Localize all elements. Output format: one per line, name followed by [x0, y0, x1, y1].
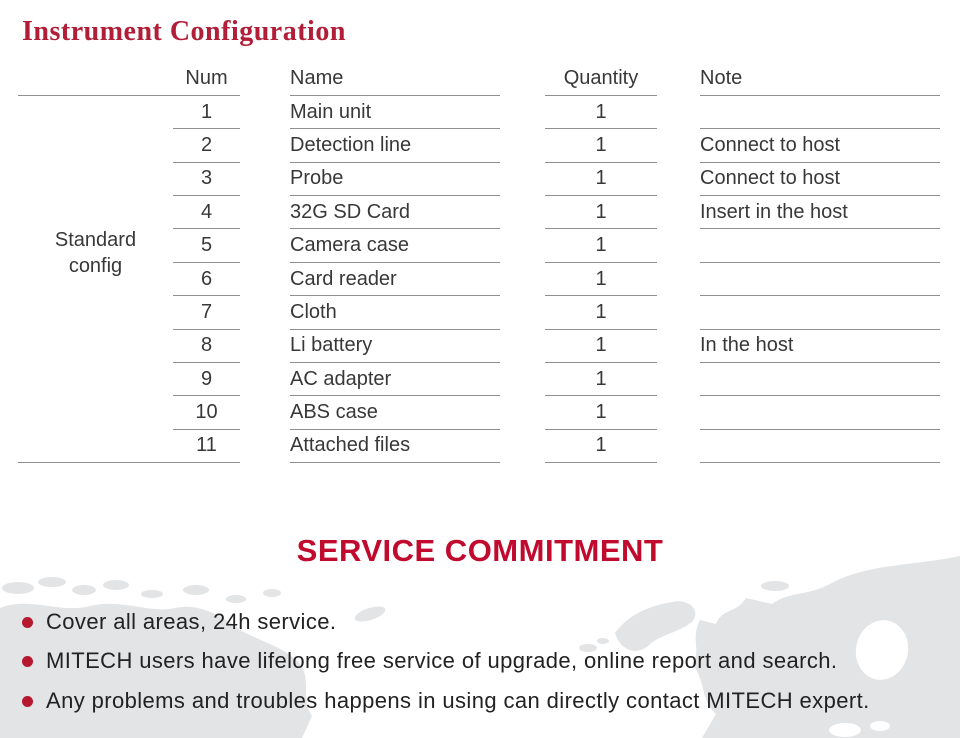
cell-note: Connect to host [700, 162, 940, 195]
cell-name: Card reader [290, 262, 500, 295]
column-gap [240, 262, 290, 295]
cell-name: Cloth [290, 296, 500, 329]
commitment-text: MITECH users have lifelong free service of upgrade, online report and search. [46, 648, 838, 674]
cell-quantity: 1 [545, 229, 657, 262]
column-gap [240, 429, 290, 462]
cell-quantity: 1 [545, 162, 657, 195]
column-gap [657, 95, 700, 128]
cell-name: Camera case [290, 229, 500, 262]
header-num: Num [173, 62, 240, 95]
commitment-item [22, 602, 952, 642]
cell-quantity: 1 [545, 95, 657, 128]
column-gap [657, 129, 700, 162]
table-row [18, 95, 940, 128]
cell-note [700, 95, 940, 128]
page-title: Instrument Configuration [22, 16, 346, 47]
cell-note [700, 363, 940, 396]
column-gap [657, 162, 700, 195]
bullet-dot-icon [22, 617, 33, 628]
column-gap [657, 296, 700, 329]
column-gap [500, 296, 545, 329]
column-gap [240, 296, 290, 329]
cell-quantity: 1 [545, 396, 657, 429]
cell-name: Main unit [290, 95, 500, 128]
header-quantity: Quantity [545, 62, 657, 95]
cell-name: AC adapter [290, 363, 500, 396]
column-gap [657, 429, 700, 462]
cell-num: 5 [173, 229, 240, 262]
cell-num: 10 [173, 396, 240, 429]
column-gap [657, 262, 700, 295]
header-name: Name [290, 62, 500, 95]
column-gap [240, 95, 290, 128]
cell-num: 1 [173, 95, 240, 128]
config-table [18, 62, 940, 463]
cell-name: Attached files [290, 429, 500, 462]
column-gap [500, 196, 545, 229]
cell-note: In the host [700, 329, 940, 362]
commitment-item [22, 642, 952, 682]
cell-num: 11 [173, 429, 240, 462]
column-gap [240, 62, 290, 95]
column-gap [657, 196, 700, 229]
bullet-dot-icon [22, 656, 33, 667]
column-gap [500, 396, 545, 429]
column-gap [240, 329, 290, 362]
commitment-item [22, 681, 952, 721]
group-header-cell [18, 62, 173, 95]
cell-quantity: 1 [545, 429, 657, 462]
column-gap [240, 196, 290, 229]
cell-name: 32G SD Card [290, 196, 500, 229]
cell-num: 2 [173, 129, 240, 162]
column-gap [240, 229, 290, 262]
column-gap [500, 62, 545, 95]
cell-quantity: 1 [545, 296, 657, 329]
column-gap [240, 129, 290, 162]
cell-name: Probe [290, 162, 500, 195]
table-header-row [18, 62, 940, 95]
cell-quantity: 1 [545, 262, 657, 295]
cell-quantity: 1 [545, 196, 657, 229]
bullet-dot-icon [22, 696, 33, 707]
cell-num: 4 [173, 196, 240, 229]
commitment-text: Cover all areas, 24h service. [46, 608, 337, 634]
column-gap [657, 229, 700, 262]
cell-note [700, 296, 940, 329]
config-table-body [18, 95, 940, 462]
cell-quantity: 1 [545, 129, 657, 162]
column-gap [657, 363, 700, 396]
cell-note [700, 229, 940, 262]
cell-note: Insert in the host [700, 196, 940, 229]
cell-note [700, 396, 940, 429]
cell-num: 8 [173, 329, 240, 362]
cell-name: Li battery [290, 329, 500, 362]
column-gap [500, 95, 545, 128]
header-note: Note [700, 62, 940, 95]
cell-num: 3 [173, 162, 240, 195]
cell-note: Connect to host [700, 129, 940, 162]
commitment-list [22, 602, 952, 721]
column-gap [500, 262, 545, 295]
cell-num: 7 [173, 296, 240, 329]
cell-quantity: 1 [545, 363, 657, 396]
column-gap [240, 162, 290, 195]
cell-note [700, 429, 940, 462]
column-gap [500, 229, 545, 262]
column-gap [657, 329, 700, 362]
cell-note [700, 262, 940, 295]
cell-name: ABS case [290, 396, 500, 429]
commitment-text: Any problems and troubles happens in using can directly contact MITECH expert. [46, 687, 870, 713]
cell-num: 6 [173, 262, 240, 295]
column-gap [500, 429, 545, 462]
column-gap [657, 396, 700, 429]
column-gap [240, 363, 290, 396]
column-gap [500, 162, 545, 195]
column-gap [657, 62, 700, 95]
cell-name: Detection line [290, 129, 500, 162]
column-gap [240, 396, 290, 429]
column-gap [500, 129, 545, 162]
group-label: Standard config [54, 229, 137, 278]
section-title: SERVICE COMMITMENT [296, 533, 664, 568]
cell-quantity: 1 [545, 329, 657, 362]
column-gap [500, 329, 545, 362]
column-gap [500, 363, 545, 396]
group-label-cell [18, 95, 173, 462]
cell-num: 9 [173, 363, 240, 396]
